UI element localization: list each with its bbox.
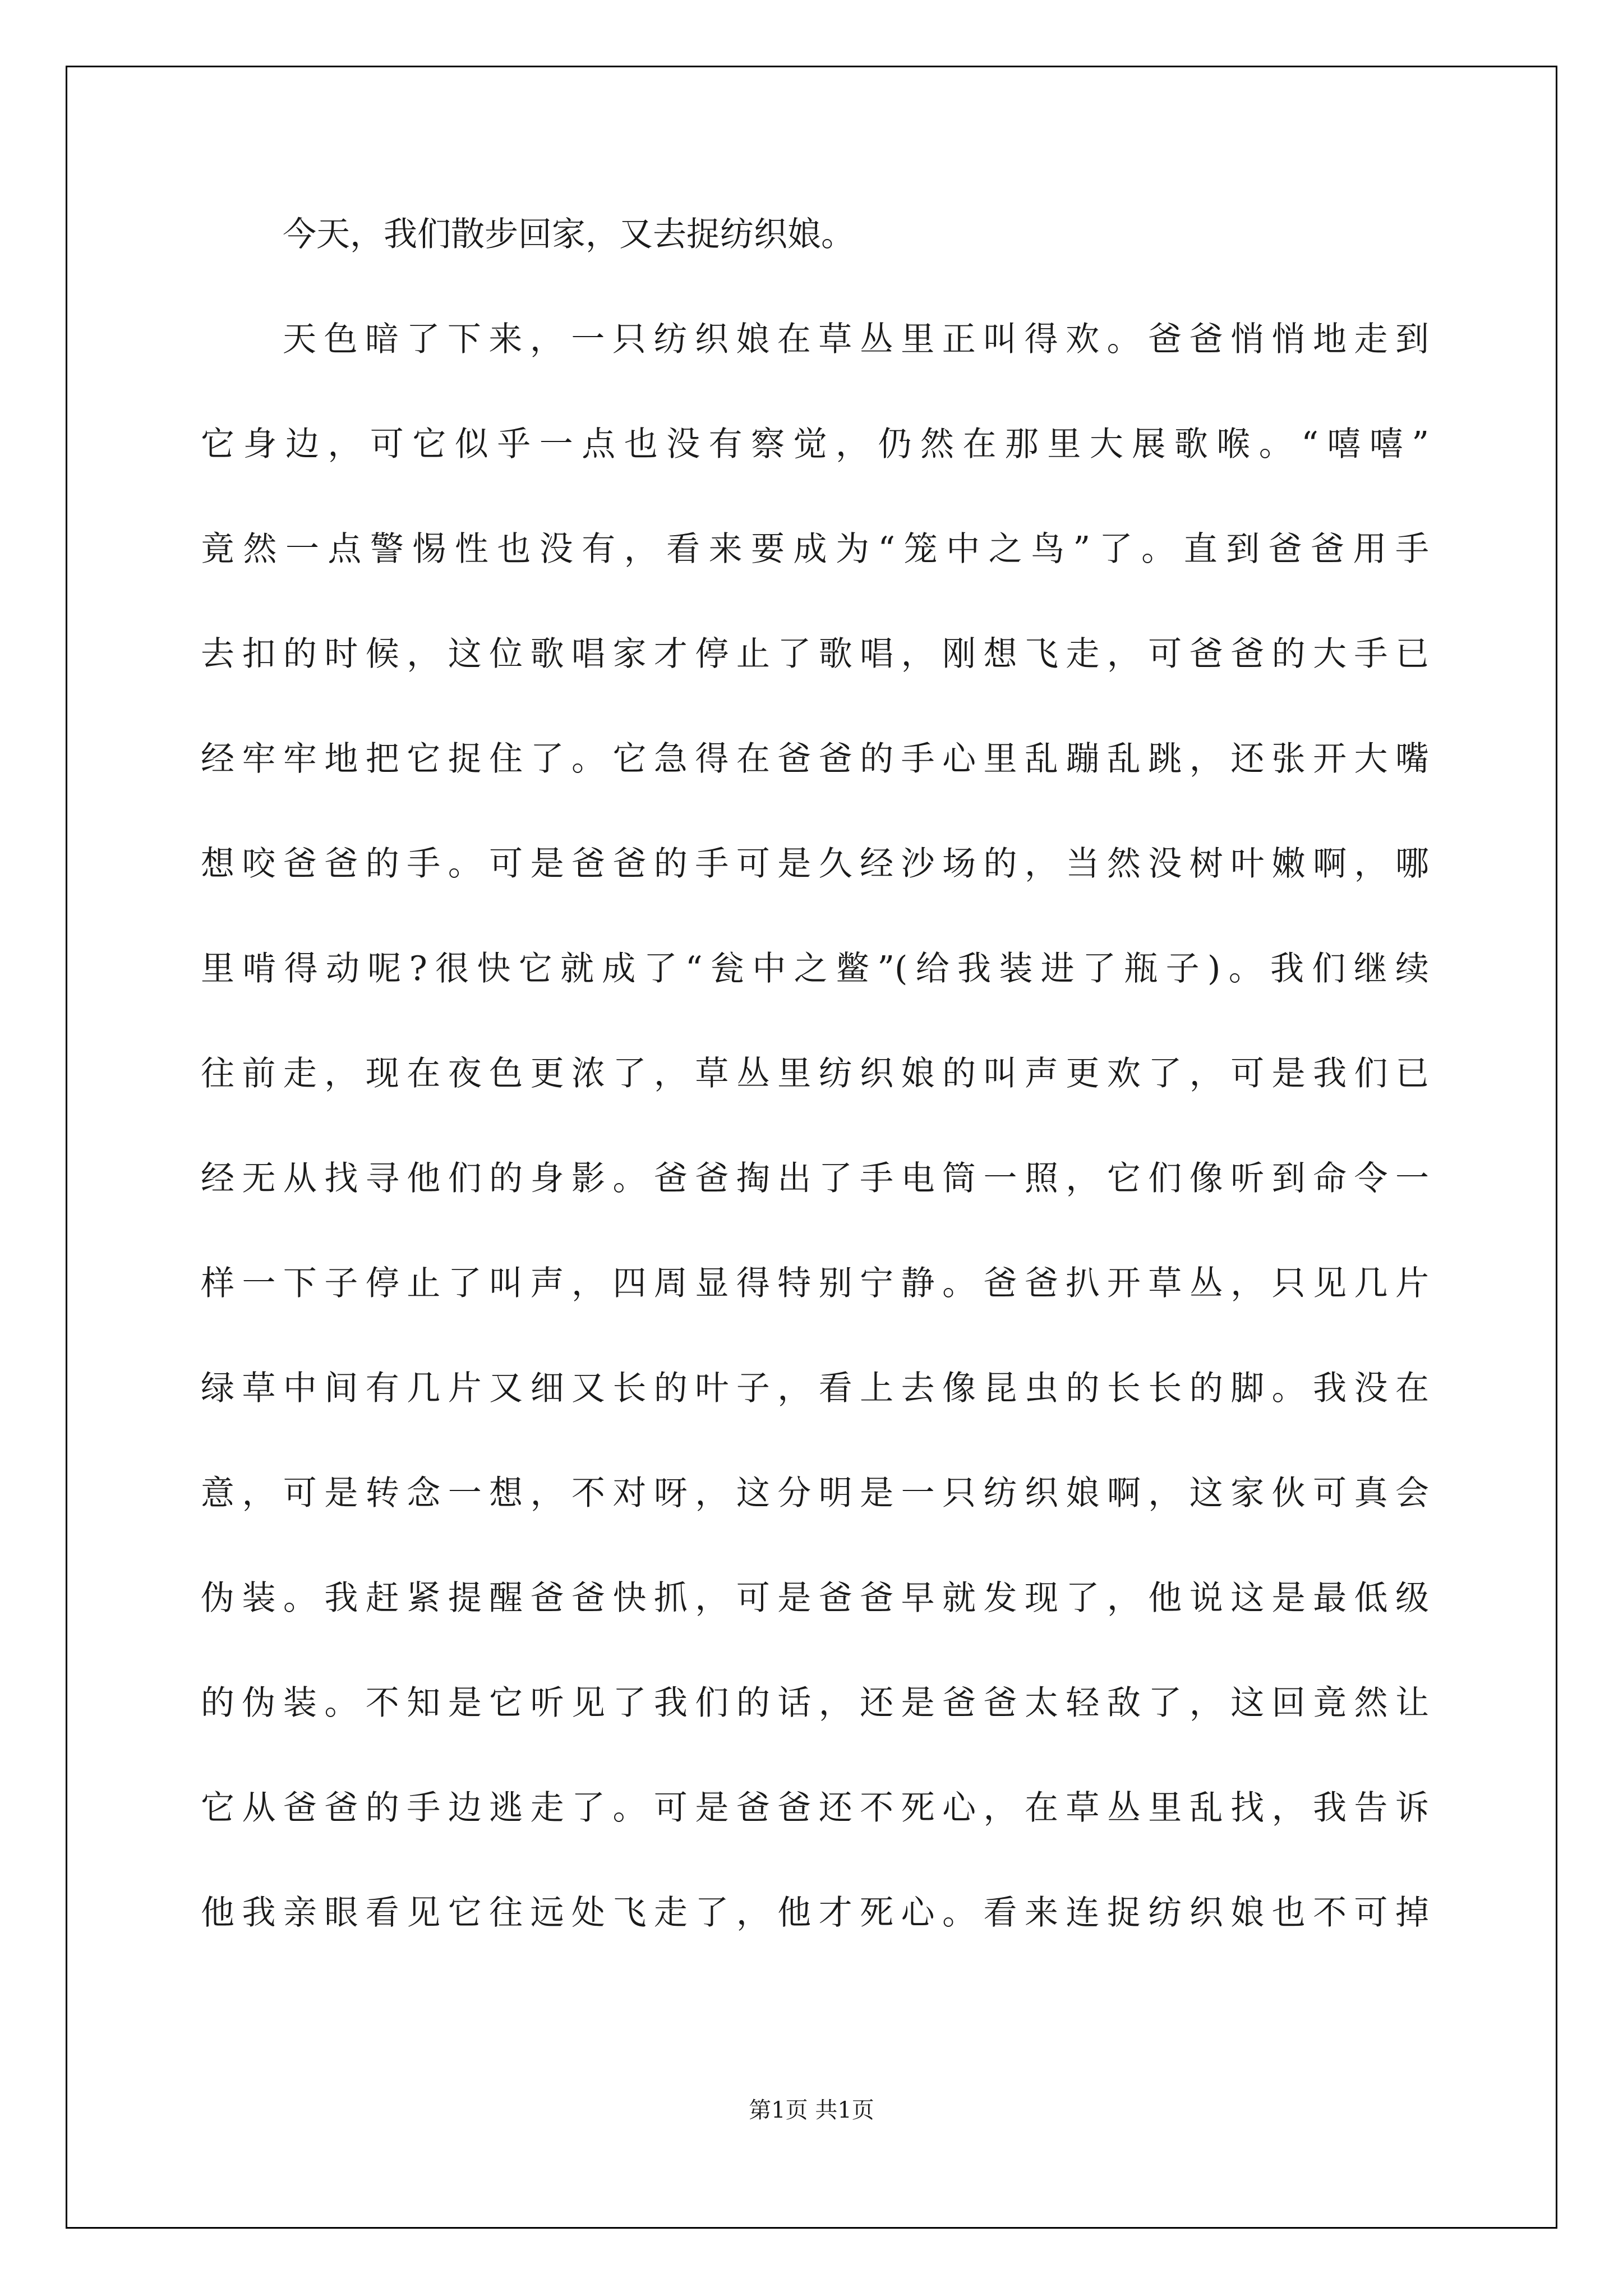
paragraph-2-line: 的伪装。不知是它听见了我们的话，还是爸爸太轻敌了，这回竟然让 xyxy=(201,1683,1429,1723)
paragraph-2-line: 它身边，可它似乎一点也没有察觉，仍然在那里大展歌喉。“嘻嘻” xyxy=(201,425,1429,464)
page-footer: 第1页 共1页 xyxy=(749,2097,874,2123)
paragraph-2-line: 想咬爸爸的手。可是爸爸的手可是久经沙场的，当然没树叶嫩啊，哪 xyxy=(201,844,1429,884)
paragraph-2-line: 他我亲眼看见它往远处飞走了，他才死心。看来连捉纺织娘也不可掉 xyxy=(201,1893,1429,1932)
paragraph-2-line: 伪装。我赶紧提醒爸爸快抓，可是爸爸早就发现了，他说这是最低级 xyxy=(201,1579,1429,1618)
paragraph-2-line: 经无从找寻他们的身影。爸爸掏出了手电筒一照，它们像听到命令一 xyxy=(201,1159,1429,1198)
paragraph-1-line: 今天，我们散步回家，又去捉纺织娘。 xyxy=(283,215,855,254)
paragraph-2-line: 经牢牢地把它捉住了。它急得在爸爸的手心里乱蹦乱跳，还张开大嘴 xyxy=(201,739,1429,779)
paragraph-2-line: 里啃得动呢?很快它就成了“瓮中之鳖”(给我装进了瓶子)。我们继续 xyxy=(201,949,1429,988)
paragraph-2-line: 去扣的时候，这位歌唱家才停止了歌唱，刚想飞走，可爸爸的大手已 xyxy=(201,634,1429,674)
paragraph-2-line: 天色暗了下来，一只纺织娘在草丛里正叫得欢。爸爸悄悄地走到 xyxy=(283,320,1429,359)
paragraph-2-line: 样一下子停止了叫声，四周显得特别宁静。爸爸扒开草丛，只见几片 xyxy=(201,1264,1429,1303)
paragraph-2-line: 绿草中间有几片又细又长的叶子，看上去像昆虫的长长的脚。我没在 xyxy=(201,1369,1429,1408)
paragraph-2-line: 往前走，现在夜色更浓了，草丛里纺织娘的叫声更欢了，可是我们已 xyxy=(201,1054,1429,1093)
paragraph-2-line: 意，可是转念一想，不对呀，这分明是一只纺织娘啊，这家伙可真会 xyxy=(201,1474,1429,1513)
paragraph-2-line: 它从爸爸的手边逃走了。可是爸爸还不死心，在草丛里乱找，我告诉 xyxy=(201,1788,1429,1828)
paragraph-2-line: 竟然一点警惕性也没有，看来要成为“笼中之鸟”了。直到爸爸用手 xyxy=(201,530,1429,569)
